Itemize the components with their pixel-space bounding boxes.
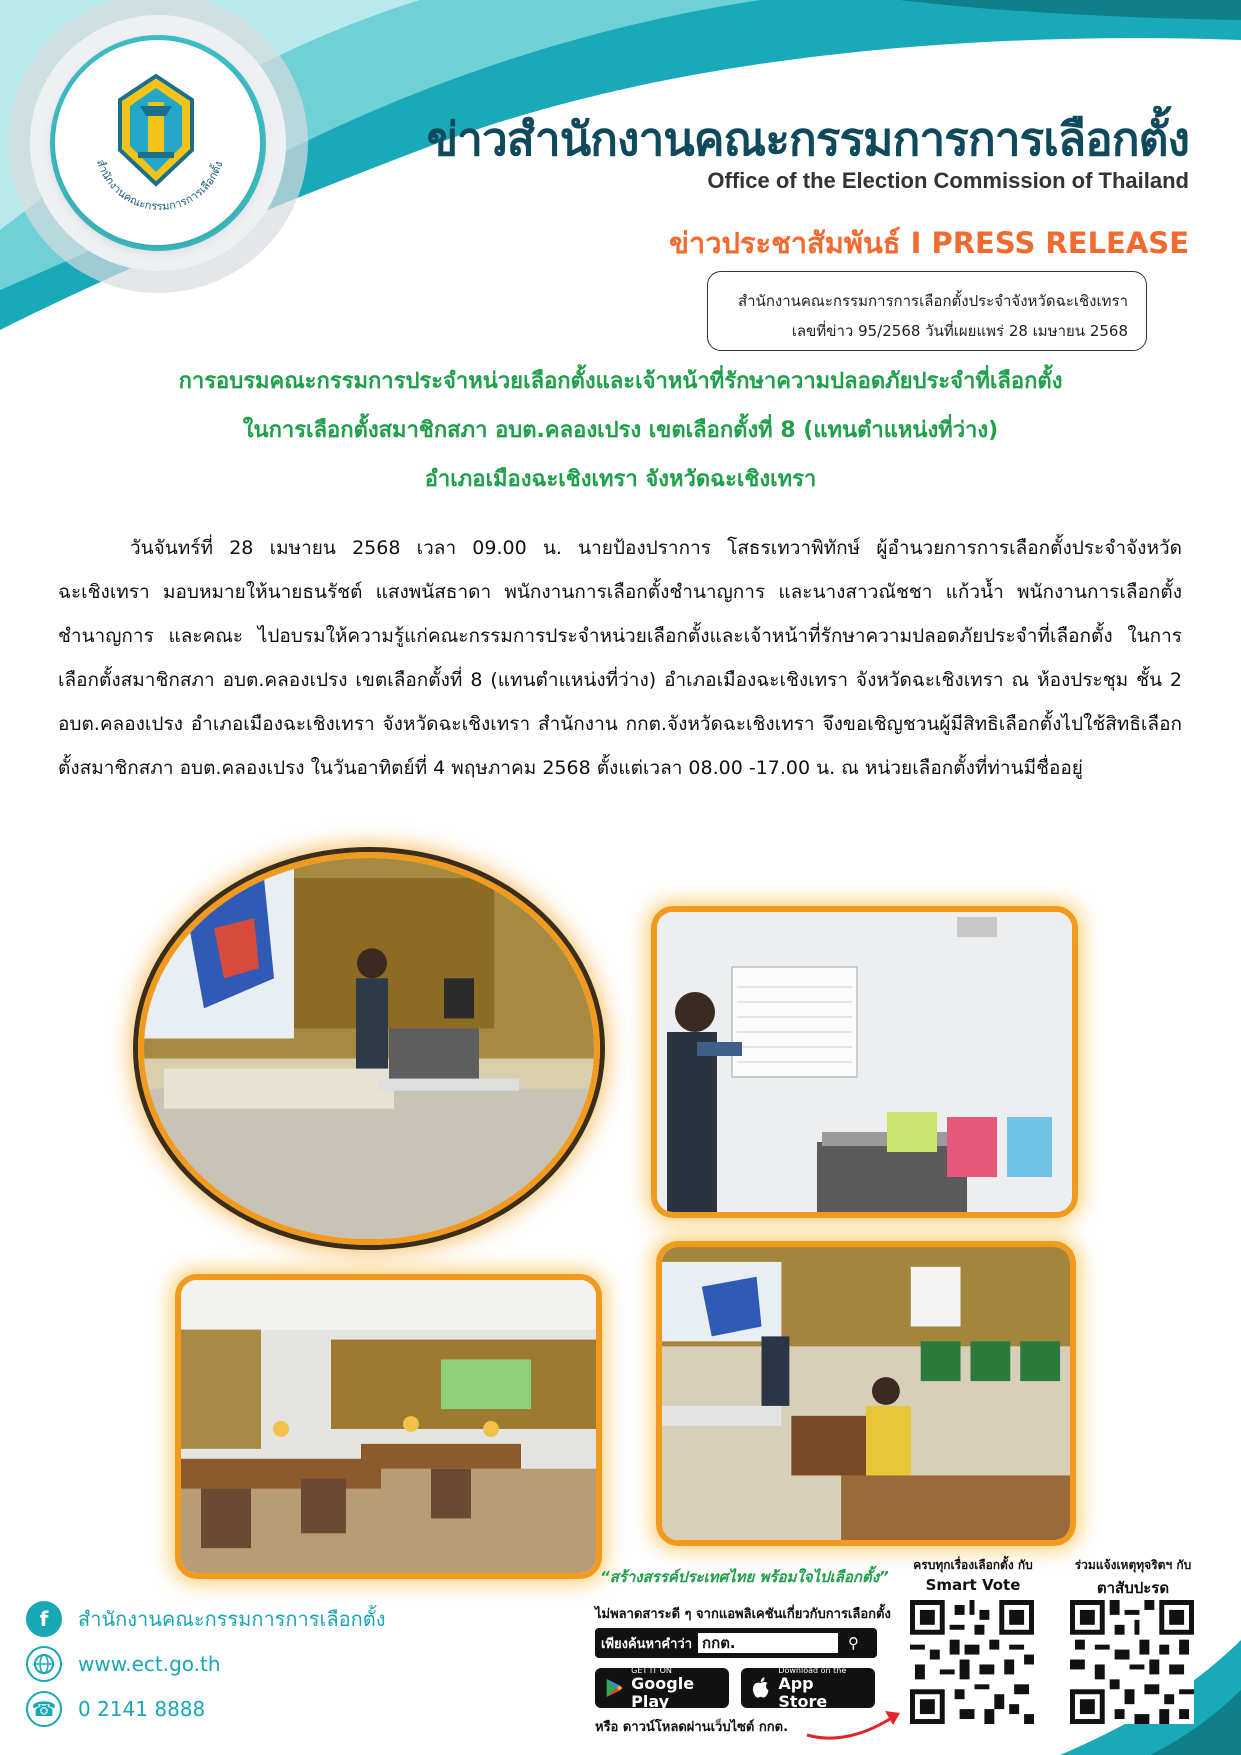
app-promo-text: ไม่พลาดสาระดี ๆ จากแอพลิเคชันเกี่ยวกับการเลือกตั้ง xyxy=(595,1607,891,1622)
page-subtitle: Office of the Election Commission of Thailand xyxy=(707,168,1189,193)
app-store-label: App Store xyxy=(778,1673,828,1711)
qr2-title: ตาสับปะรด xyxy=(1096,1579,1170,1597)
release-number-date: เลขที่ข่าว 95/2568 วันที่เผยแพร่ 28 เมษายน 2568 xyxy=(791,322,1128,340)
release-info-box xyxy=(707,271,1147,351)
article-body-text: วันจันทร์ที่ 28 เมษายน 2568 เวลา 09.00 น. นายป้องปราการ โสธรเทวาพิทักษ์ ผู้อำนวยการการเลือกตั้งประจำจังหวัดฉะเชิงเทรา มอบหมายให้นายธนรัชต์ แสงพนัสธาดา พนักงานการเลือกตั้งชำนาญการ และนางสาวณัชชา แก้วน้ำ พนักงานการเลือกตั้งชำนาญการ และคณะ ไปอบรมให้ความรู้แก่คณะกรรมการประจำหน่วยเลือกตั้งและเจ้าหน้าที่รักษาความปลอดภัยประจำที่เลือกตั้ง ในการเลือกตั้งสมาชิกสภา อบต.คลองเปรง เขตเลือกตั้งที่ 8 (แทนตำแหน่งที่ว่าง) อำเภอเมืองฉะเชิงเทรา จังหวัดฉะเชิงเทรา ณ ห้องประชุม ชั้น 2 อบต.คลองเปรง อำเภอเมืองฉะเชิงเทรา จังหวัดฉะเชิงเทรา สำนักงาน กกต.จังหวัดฉะเชิงเทรา จึงขอเชิญชวนผู้มีสิทธิเลือกตั้งไปใช้สิทธิเลือกตั้งสมาชิกสภา อบต.คลองเปรง ในวันอาทิตย์ที่ 4 พฤษภาคม 2568 ตั้งแต่เวลา 08.00 -17.00 น. ณ หน่วยเลือกตั้งที่ท่านมีชื่ออยู่ xyxy=(58,537,1182,779)
facebook-icon: f xyxy=(26,1601,62,1637)
contact-facebook[interactable] xyxy=(26,1600,385,1638)
smart-vote-qr-code[interactable] xyxy=(910,1600,1034,1724)
google-play-button[interactable] xyxy=(595,1665,729,1711)
phone-icon: ☎ xyxy=(26,1691,62,1727)
press-release-label: ข่าวประชาสัมพันธ์ I PRESS RELEASE xyxy=(669,226,1189,260)
tasapparod-qr-code[interactable] xyxy=(1070,1600,1194,1724)
search-icon: ⚲ xyxy=(848,1634,860,1652)
ect-logo-ring-text xyxy=(75,60,245,230)
google-play-label: Google Play xyxy=(631,1673,695,1711)
photo-training-session xyxy=(656,1241,1076,1546)
headline-line-3: อำเภอเมืองฉะเชิงเทรา จังหวัดฉะเชิงเทรา xyxy=(424,467,817,492)
app-search-box xyxy=(595,1628,877,1658)
page-title: ข่าวสำนักงานคณะกรรมการการเลือกตั้ง xyxy=(426,112,1189,166)
phone-number: 0 2141 8888 xyxy=(78,1697,206,1721)
globe-icon xyxy=(26,1646,62,1682)
contact-website[interactable] xyxy=(26,1645,221,1683)
article-body xyxy=(58,526,1182,790)
photo-meeting-room xyxy=(175,1274,602,1579)
qr1-title: Smart Vote xyxy=(925,1576,1021,1594)
qr1-caption: ครบทุกเรื่องเลือกตั้ง กับ xyxy=(913,1558,1033,1572)
headline-line-1: การอบรมคณะกรรมการประจำหน่วยเลือกตั้งและเจ้าหน้าที่รักษาความปลอดภัยประจำที่เลือกตั้ง xyxy=(178,369,1063,394)
qr2-caption: ร่วมแจ้งเหตุทุจริตฯ กับ xyxy=(1074,1558,1192,1572)
app-store-small: Download on the xyxy=(778,1665,847,1675)
svg-text:สำนักงานคณะกรรมการการเลือกตั้ง: สำนักงานคณะกรรมการการเลือกตั้ง xyxy=(93,157,226,214)
search-label: เพียงค้นหาคำว่า xyxy=(601,1636,693,1652)
app-store-button[interactable] xyxy=(741,1665,875,1711)
contact-phone[interactable] xyxy=(26,1690,205,1728)
red-arrow-icon xyxy=(805,1705,905,1745)
photo-officer-wall-chart xyxy=(651,906,1078,1218)
release-office: สำนักงานคณะกรรมการการเลือกตั้งประจำจังหวัดฉะเชิงเทรา xyxy=(737,292,1128,310)
photo-speaker-ballot-box xyxy=(138,852,600,1245)
facebook-label: สำนักงานคณะกรรมการการเลือกตั้ง xyxy=(78,1607,386,1631)
apple-icon xyxy=(751,1676,770,1700)
google-play-small: GET IT ON xyxy=(631,1665,672,1675)
headline-line-2: ในการเลือกตั้งสมาชิกสภา อบต.คลองเปรง เขตเลือกตั้งที่ 8 (แทนตำแหน่งที่ว่าง) xyxy=(242,418,999,443)
google-play-icon xyxy=(605,1676,623,1700)
website-link[interactable]: www.ect.go.th xyxy=(78,1652,221,1676)
download-website-text: หรือ ดาวน์โหลดผ่านเว็บไซต์ กกต. xyxy=(595,1720,789,1735)
search-input: กกต. xyxy=(698,1633,838,1653)
campaign-slogan: “สร้างสรรค์ประเทศไทย พร้อมใจไปเลือกตั้ง” xyxy=(600,1568,889,1586)
